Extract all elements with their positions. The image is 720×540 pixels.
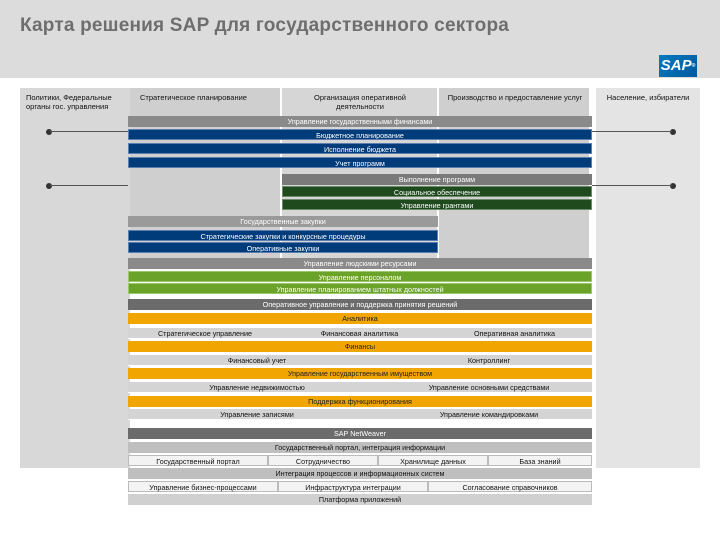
programs-header: Выполнение программ: [282, 174, 592, 185]
analytics-item-operational: Оперативная аналитика: [437, 328, 592, 339]
column-right-bg: [596, 88, 700, 468]
connector-line-left-bottom: [50, 185, 128, 186]
finances-header: Финансы: [128, 341, 592, 352]
page-title: Карта решения SAP для государственного сектора: [20, 15, 510, 36]
analytics-item-strategic: Стратегическое управление: [128, 328, 282, 339]
programs-item-social: Социальное обеспечение: [282, 186, 592, 197]
integration-item-master-data: Согласование справочников: [428, 481, 592, 492]
column-services-bg: [439, 88, 589, 258]
integration-item-infrastructure: Инфраструктура интеграции: [278, 481, 428, 492]
portal-item-knowledge-base: База знаний: [488, 455, 592, 466]
analytics-item-financial: Финансовая аналитика: [282, 328, 437, 339]
portal-item-data-warehouse: Хранилище данных: [378, 455, 488, 466]
connector-line-left-top: [50, 131, 128, 132]
property-item-real-estate: Управление недвижимостью: [128, 382, 386, 393]
finances-item-controlling: Контроллинг: [386, 355, 592, 366]
sap-logo: SAP®: [659, 55, 697, 77]
integration-header: Интеграция процессов и информационных систем: [128, 468, 592, 479]
connector-dot-right-top: [670, 129, 676, 135]
finance-item-budget-execution: Исполнение бюджета: [128, 143, 592, 154]
column-left-label: Политики, Федеральные органы гос. управления: [26, 93, 112, 111]
column-services-label: Производство и предоставление услуг: [447, 93, 583, 102]
finances-item-accounting: Финансовый учет: [128, 355, 386, 366]
procurement-item-operational: Оперативные закупки: [128, 242, 438, 253]
header-band: [0, 0, 720, 78]
portal-header: Государственный портал, интеграция информации: [128, 442, 592, 453]
column-operational-label: Организация оперативной деятельности: [313, 93, 406, 111]
analytics-header: Аналитика: [128, 313, 592, 324]
connector-dot-left-top: [46, 129, 52, 135]
procurement-item-strategic: Стратегические закупки и конкурсные процедуры: [128, 230, 438, 241]
column-left-bg: [20, 88, 130, 468]
platform-bar: Платформа приложений: [128, 494, 592, 505]
integration-item-bpm: Управление бизнес-процессами: [128, 481, 278, 492]
connector-dot-left-bottom: [46, 183, 52, 189]
hr-item-personnel: Управление персоналом: [128, 271, 592, 282]
finance-header: Управление государственными финансами: [128, 116, 592, 127]
portal-item-collaboration: Сотрудничество: [268, 455, 378, 466]
programs-item-grants: Управление грантами: [282, 199, 592, 210]
column-strategic-label: Стратегическое планирование: [140, 93, 247, 102]
procurement-header: Государственные закупки: [128, 216, 438, 227]
connector-line-right-bottom: [592, 185, 672, 186]
finance-item-budget-planning: Бюджетное планирование: [128, 129, 592, 140]
support-item-travel: Управление командировками: [386, 409, 592, 420]
column-right-label: Население, избиратели: [606, 93, 690, 102]
hr-header: Управление людскими ресурсами: [128, 258, 592, 269]
decision-header: Оперативное управление и поддержка принятия решений: [128, 299, 592, 310]
support-header: Поддержка функционирования: [128, 396, 592, 407]
hr-item-staffing: Управление планированием штатных должностей: [128, 283, 592, 294]
support-item-records: Управление записями: [128, 409, 386, 420]
sap-logo-text: SAP: [660, 57, 692, 74]
netweaver-header: SAP NetWeaver: [128, 428, 592, 439]
finance-item-program-accounting: Учет программ: [128, 157, 592, 168]
property-header: Управление государственным имуществом: [128, 368, 592, 379]
portal-item-gov-portal: Государственный портал: [128, 455, 268, 466]
property-item-fixed-assets: Управление основными средствами: [386, 382, 592, 393]
connector-line-right-top: [592, 131, 672, 132]
connector-dot-right-bottom: [670, 183, 676, 189]
